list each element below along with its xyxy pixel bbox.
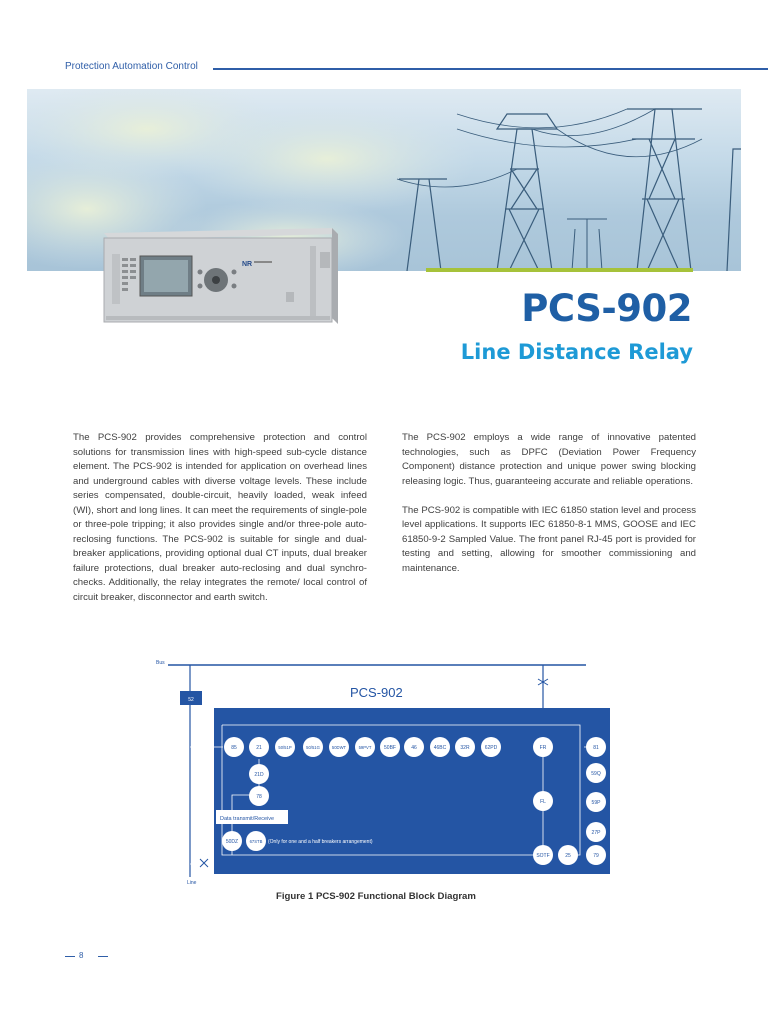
paragraph: The PCS-902 employs a wide range of innovative patented technologies, such as DPFC (Deviation Power Frequency Component) distance protection and unique power swing blocking releasing logic. Thus, guaranteeing accurate and reliable operations. <box>402 432 696 487</box>
section-title: Protection Automation Control <box>65 61 198 72</box>
function-node-label: 50DZ <box>225 839 239 845</box>
function-node-label: FR <box>539 745 547 751</box>
page-rule <box>65 956 75 957</box>
bus-label: Bus <box>156 660 165 666</box>
line-label: Line <box>187 880 197 885</box>
functional-block-diagram <box>150 655 620 890</box>
relay-illustration <box>100 228 340 343</box>
function-node-label: 59Q <box>591 771 601 777</box>
bottom-note: (Only for one and a half breakers arrangement) <box>268 839 373 845</box>
function-node-label: 79 <box>593 853 599 859</box>
diagram-svg <box>150 655 620 885</box>
function-node-label: 27P <box>591 830 601 836</box>
function-node-label: 62PD <box>484 745 498 751</box>
function-node-label: 59PVT <box>358 745 372 750</box>
figure-caption: Figure 1 PCS-902 Functional Block Diagram <box>276 891 476 902</box>
function-node-label: 32R <box>460 745 470 751</box>
function-node-label: 81 <box>593 745 599 751</box>
function-node-label: SOTF <box>536 853 550 859</box>
function-node-label: 59P <box>591 800 601 806</box>
product-name: Line Distance Relay <box>460 340 693 364</box>
relay-device-image <box>100 228 340 348</box>
page-rule <box>98 956 108 957</box>
page-number: 8 <box>79 951 84 960</box>
function-node-label: 50DWT <box>331 745 347 750</box>
relay-logo: NR <box>242 261 253 268</box>
block-title: PCS-902 <box>350 685 403 700</box>
function-node-label: 46 <box>411 745 417 751</box>
function-node-label: 21D <box>254 772 264 778</box>
function-node-label: 67STB <box>249 839 263 844</box>
function-node-label: 85 <box>231 745 237 751</box>
data-box-label: Data transmit/Receive <box>220 816 275 822</box>
function-node-label: 21 <box>256 745 262 751</box>
breaker-label: 52 <box>188 697 194 703</box>
function-node-label: 46BC <box>433 745 447 751</box>
function-node-label: 78 <box>256 794 262 800</box>
paragraph: The PCS-902 provides comprehensive protection and control solutions for transmission lines with high-speed sub-cycle distance element. The PCS-902 is intended for application on overhead lines and underground cables with diverse voltage levels. These include series compensated, double-circuit, heavily loaded, weak infeed (WI), short and long lines. It can meet the requirements of single-pole or three-pole tripping; it also provides single and/or three-pole auto-reclosing functions. The PCS-902 is suitable for single and dual-breaker applications, providing optional dual CT inputs, dual breaker failure protections, dual breaker auto-reclosing and dual synchro-checks. Additionally, the relay integrates the remote/ local control of circuit breaker, disconnector and earth switch. <box>73 432 367 603</box>
function-node-label: 50/51G <box>306 745 320 750</box>
function-node-label: 50/51P <box>278 745 292 750</box>
header-rule <box>213 68 768 70</box>
intro-column-right <box>402 431 696 591</box>
paragraph: The PCS-902 is compatible with IEC 61850 station level and process level applications. It supports IEC 61850-8-1 MMS, GOOSE and IEC 61850-9-2 Sampled Value. The front panel RJ-45 port is provided for testing and setting, allowing for smoother commissioning and maintenance. <box>402 504 696 574</box>
function-node-label: 25 <box>565 853 571 859</box>
accent-bar <box>426 268 693 272</box>
intro-column-left <box>73 431 367 620</box>
function-node-label: FL <box>540 799 546 805</box>
product-model: PCS-902 <box>521 287 692 330</box>
function-node-label: 50BF <box>384 745 396 751</box>
